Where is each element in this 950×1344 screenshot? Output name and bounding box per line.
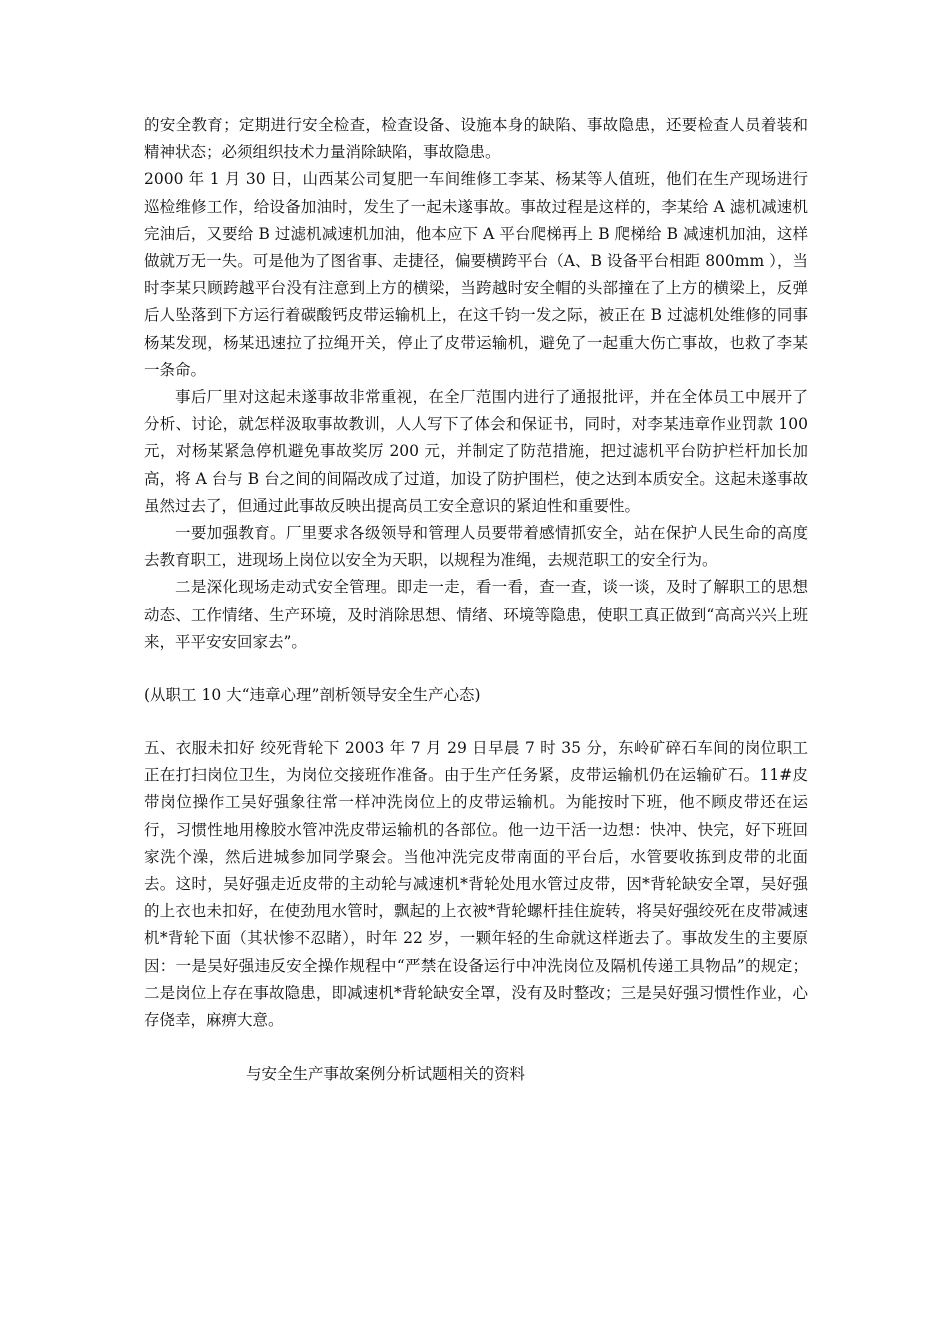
paragraph-strengthen-education: 一要加强教育。厂里要求各级领导和管理人员要带着感情抓安全，站在保护人民生命的高度去教育职工，进现场上岗位以安全为天职，以规程为准绳，去规范职工的安全行为。 xyxy=(144,524,808,570)
paragraph-safety-education: 的安全教育；定期进行安全检查，检查设备、设施本身的缺陷、事故隐患，还要检查人员着装和精神状态；必须组织技术力量消除缺陷，事故隐患。 xyxy=(144,116,808,162)
source-note: (从职工 10 大“违章心理”剖析领导安全生产心态) xyxy=(144,686,481,705)
paragraph-site-management: 二是深化现场走动式安全管理。即走一走，看一看，查一查，谈一谈，及时了解职工的思想动态、工作情绪、生产环境，及时消除思想、情绪、环境等隐患，使职工真正做到“高高兴兴上班来，平平安安回家去”。 xyxy=(144,578,808,651)
spacer xyxy=(144,656,808,682)
related-materials-heading: 与安全生产事故案例分析试题相关的资料 xyxy=(246,1065,526,1083)
paragraph-aftermath: 事后厂里对这起未遂事故非常重视，在全厂范围内进行了通报批评，并在全体员工中展开了分析、讨论，就怎样汲取事故教训，人人写下了体会和保证书，同时，对李某违章作业罚款 100 元，对杨某紧急停机避免事故奖厉 200 元，并制定了防范措施，把过滤机平台防护栏杆加长加高，将 A 台与 B 台之间的间隔改成了过道，加设了防护围栏，使之达到本质安全。这起未遂事故虽然过去了，但通过此事故反映出提高员工安全意识的紧迫性和重要性。 xyxy=(144,388,808,515)
spacer xyxy=(144,709,808,735)
paragraph-case-five: 五、衣服未扣好 绞死背轮下 2003 年 7 月 29 日早晨 7 时 35 分，东岭矿碎石车间的岗位职工正在打扫岗位卫生，为岗位交接班作准备。由于生产任务紧，皮带运输机仍在运输矿石。11#皮带岗位操作工吴好强象往常一样冲洗岗位上的皮带运输机。为能按时下班，他不顾皮带还在运行，习惯性地用橡胶水管冲洗皮带运输机的各部位。他一边干活一边想：快冲、快完，好下班回家洗个澡，然后进城参加同学聚会。当他冲洗完皮带南面的平台后，水管要收拣到皮带的北面去。这时，吴好强走近皮带的主动轮与减速机*背轮处甩水管过皮带，因*背轮缺安全罩，吴好强的上衣也未扣好，在使劲甩水管时，飘起的上衣被*背轮螺杆挂住旋转，将吴好强绞死在皮带减速机*背轮下面（其状惨不忍睹），时年 22 岁，一颗年轻的生命就这样逝去了。事故发生的主要原因：一是吴好强违反安全操作规程中“严禁在设备运行中冲洗岗位及隔机传递工具物品”的规定；二是岗位上存在事故隐患，即减速机*背轮缺安全罩，没有及时整改；三是吴好强习惯性作业，心存侥幸，麻痹大意。 xyxy=(144,739,808,1030)
document-body xyxy=(144,112,808,1034)
paragraph-accident-description: 2000 年 1 月 30 日，山西某公司复肥一车间维修工李某、杨某等人值班，他们在生产现场进行巡检维修工作，给设备加油时，发生了一起未遂事故。事故过程是这样的，李某给 A 滤机减速机完油后，又要给 B 过滤机减速机加油，他本应下 A 平台爬梯再上 B 爬梯给 B 减速机加油，这样做就万无一失。可是他为了图省事、走捷径，偏要横跨平台（A、B 设备平台相距 800mm ），当时李某只顾跨越平台没有注意到上方的横梁，当跨越时安全帽的头部撞在了上方的横梁上，反弹后人坠落到下方运行着碳酸钙皮带运输机上，在这千钧一发之际，被正在 B 过滤机处维修的同事杨某发现，杨某迅速拉了拉绳开关，停止了皮带运输机，避免了一起重大伤亡事故，也救了李某一条命。 xyxy=(144,170,808,379)
